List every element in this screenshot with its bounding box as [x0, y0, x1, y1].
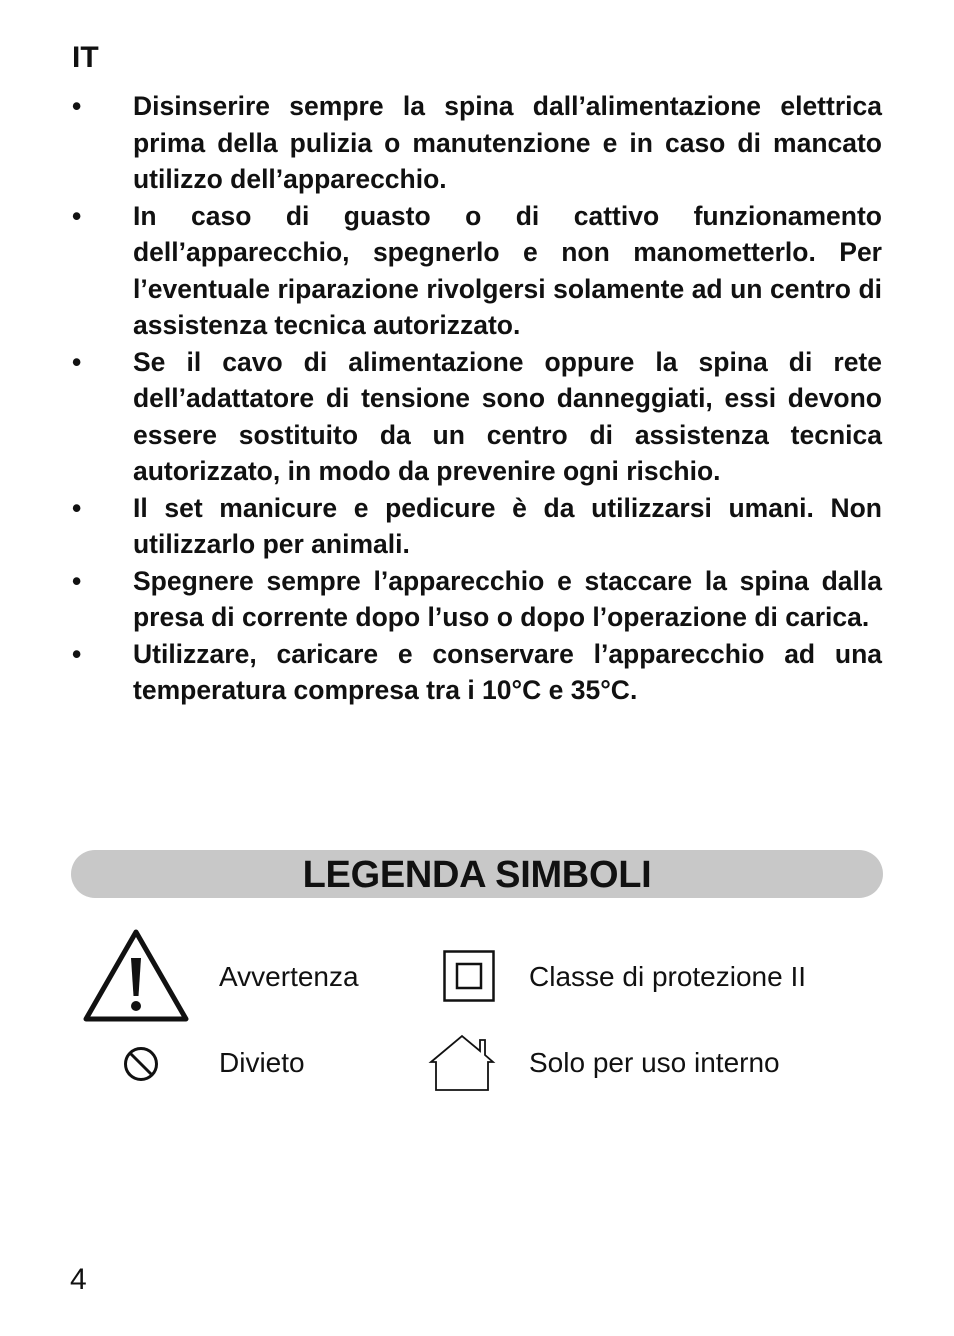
- indoor-use-label: Solo per uso interno: [529, 1047, 780, 1078]
- list-item-text: Il set manicure e pedicure è da utilizzarsi umani. Non utilizzarlo per animali.: [133, 492, 882, 559]
- list-item: [72, 344, 882, 490]
- page-number: 4: [70, 1263, 87, 1296]
- bullet-marker: •: [72, 346, 82, 377]
- bullet-marker: •: [72, 200, 82, 231]
- prohibition-label: Divieto: [219, 1047, 305, 1078]
- list-item-text: Disinserire sempre la spina dall’alimentazione elettrica prima della pulizia o manutenzione e in caso di mancato utilizzo dell’apparecchio.: [133, 91, 882, 194]
- list-item: [72, 88, 882, 198]
- warning-triangle-icon: [82, 928, 190, 1024]
- bullet-marker: •: [72, 565, 82, 596]
- protection-class-label: Classe di protezione II: [529, 961, 807, 992]
- legend-title: LEGENDA SIMBOLI: [302, 854, 652, 896]
- list-item: [72, 490, 882, 563]
- warning-label: Avvertenza: [219, 961, 359, 992]
- list-item: [72, 563, 882, 636]
- safety-instructions-list: [72, 88, 882, 709]
- list-item: [72, 198, 882, 344]
- bullet-marker: •: [72, 638, 82, 669]
- list-item: [72, 636, 882, 709]
- list-item-text: In caso di guasto o di cattivo funzionamento dell’apparecchio, spegnerlo e non manometterlo. Per l’eventuale riparazione rivolgersi solamente ad un centro di assistenza tecnica autorizzato.: [133, 200, 882, 340]
- bullet-marker: •: [72, 91, 82, 121]
- prohibition-icon: [123, 1046, 159, 1082]
- list-item-text: Spegnere sempre l’apparecchio e staccare la spina dalla presa di corrente dopo l’uso o dopo l’operazione di carica.: [133, 565, 882, 632]
- language-code: IT: [72, 41, 99, 74]
- bullet-marker: •: [72, 492, 82, 523]
- list-item-text: Se il cavo di alimentazione oppure la spina di rete dell’adattatore di tensione sono danneggiati, essi devono essere sostituito da un centro di assistenza tecnica autorizzato, in modo da prevenire ogni rischio.: [133, 346, 882, 486]
- protection-class-ii-icon: [443, 950, 495, 1002]
- list-item-text: Utilizzare, caricare e conservare l’apparecchio ad una temperatura compresa tra i 10°C e 35°C.: [133, 638, 882, 705]
- legend-header-bar: [71, 850, 883, 898]
- house-icon: [428, 1034, 496, 1094]
